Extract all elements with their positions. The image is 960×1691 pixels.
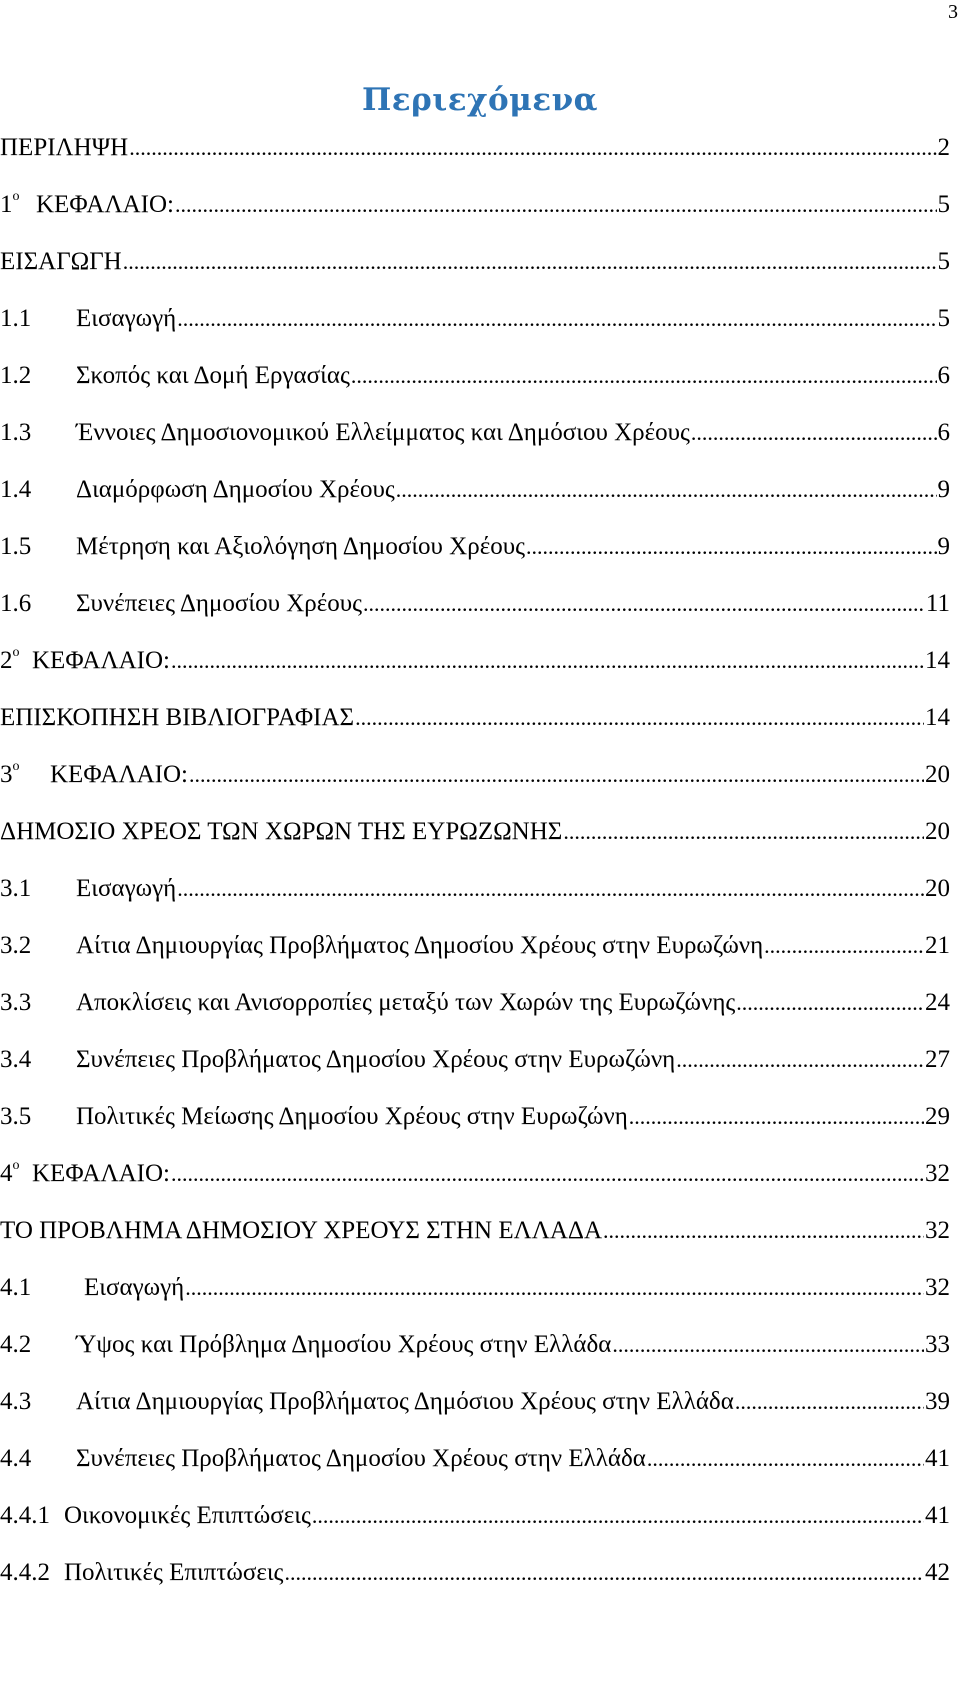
toc-entry-page: 2 (937, 134, 950, 161)
toc-entry-page: 21 (925, 932, 950, 959)
toc-entry-text: Αποκλίσεις και Ανισορροπίες μεταξύ των Χωρών της Ευρωζώνης (76, 989, 736, 1016)
toc-entry-page: 32 (925, 1160, 950, 1187)
page-number: 3 (948, 1, 958, 23)
toc-leader (676, 1042, 924, 1078)
toc-leader (629, 1099, 924, 1135)
toc-entry-text: ΕΙΣΑΓΩΓΗ (0, 248, 122, 275)
toc-entry[interactable] (0, 1498, 950, 1534)
toc-entry[interactable] (0, 814, 950, 850)
toc-entry-text: Σκοπός και Δομή Εργασίας (76, 362, 350, 389)
toc-entry-text: Συνέπειες Δημοσίου Χρέους (76, 590, 363, 617)
toc-entry-page: 33 (925, 1331, 950, 1358)
toc-entry-number: 3.3 (0, 989, 32, 1016)
toc-entry[interactable] (0, 1042, 950, 1078)
toc-leader (647, 1441, 924, 1477)
toc-entry[interactable] (0, 700, 950, 736)
toc-entry-text: Έννοιες Δημοσιονομικού Ελλείμματος και Δημόσιου Χρέους (76, 419, 690, 446)
toc-leader (612, 1327, 924, 1363)
toc-entry[interactable] (0, 472, 950, 508)
toc-leader (189, 757, 924, 793)
toc-entry-number: $3^o$ (0, 759, 20, 788)
toc-leader (736, 985, 924, 1021)
toc-entry-text: Εισαγωγή (76, 305, 177, 332)
toc-entry-text: ΕΠΙΣΚΟΠΗΣΗ ΒΙΒΛΙΟΓΡΑΦΙΑΣ (0, 704, 355, 731)
toc-entry-number: 3.4 (0, 1046, 32, 1073)
toc-leader (171, 1156, 924, 1192)
toc-leader (284, 1555, 924, 1591)
toc-entry-number: 1.4 (0, 476, 32, 503)
toc-leader (363, 586, 925, 622)
toc-entry[interactable] (0, 1555, 950, 1591)
toc-entry-page: 11 (925, 590, 950, 617)
toc-entry-page: 41 (925, 1502, 950, 1529)
toc-entry-number: $4^o$ (0, 1158, 20, 1187)
toc-entry[interactable] (0, 985, 950, 1021)
toc-entry[interactable] (0, 1384, 950, 1420)
toc-entry-text: ΚΕΦΑΛΑΙΟ: (32, 647, 170, 674)
toc-entry[interactable] (0, 301, 950, 337)
toc-entry[interactable] (0, 415, 950, 451)
toc-entry[interactable] (0, 928, 950, 964)
toc-entry-number: 4.4.1 (0, 1502, 50, 1529)
toc-entry-text: Συνέπειες Προβλήματος Δημοσίου Χρέους στην Ευρωζώνη (76, 1046, 676, 1073)
toc-entry[interactable] (0, 1213, 950, 1249)
toc-entry-page: 14 (925, 704, 950, 731)
toc-entry[interactable] (0, 1327, 950, 1363)
toc-entry-page: 32 (925, 1217, 950, 1244)
toc-entry-number: 1.2 (0, 362, 32, 389)
toc-entry-text: Εισαγωγή (76, 875, 177, 902)
toc-entry-number: 4.3 (0, 1388, 32, 1415)
toc-leader (129, 130, 936, 166)
toc-entry-page: 24 (925, 989, 950, 1016)
toc-entry[interactable] (0, 1156, 950, 1192)
toc-leader (396, 472, 937, 508)
toc-leader (177, 871, 924, 907)
toc-entry[interactable] (0, 187, 950, 223)
toc-entry-number: 4.2 (0, 1331, 32, 1358)
toc-leader (563, 814, 924, 850)
toc-entry-number: 1.3 (0, 419, 32, 446)
toc-entry-page: 32 (925, 1274, 950, 1301)
toc-entry-page: 6 (937, 419, 950, 446)
toc-entry-number: 4.1 (0, 1274, 32, 1301)
toc-entry[interactable] (0, 586, 950, 622)
toc-entry-number: 1.6 (0, 590, 32, 617)
toc-entry-page: 5 (937, 305, 950, 332)
toc-entry-text: Διαμόρφωση Δημοσίου Χρέους (76, 476, 395, 503)
toc-entry-page: 27 (925, 1046, 950, 1073)
toc-entry[interactable] (0, 1441, 950, 1477)
toc-entry-page: 6 (937, 362, 950, 389)
toc-entry-number: 3.1 (0, 875, 32, 902)
toc-entry-number: 4.4 (0, 1445, 32, 1472)
toc-entry-page: 20 (925, 761, 950, 788)
toc-entry-page: 29 (925, 1103, 950, 1130)
toc-leader (123, 244, 937, 280)
toc-entry-number: $2^o$ (0, 645, 20, 674)
toc-leader (177, 301, 936, 337)
toc-leader (312, 1498, 924, 1534)
toc-entry-page: 41 (925, 1445, 950, 1472)
toc-entry-text: ΔΗΜΟΣΙΟ ΧΡΕΟΣ ΤΩΝ ΧΩΡΩΝ ΤΗΣ ΕΥΡΩΖΩΝΗΣ (0, 818, 563, 845)
toc-entry-text: Οικονομικές Επιπτώσεις (64, 1502, 311, 1529)
toc-entry[interactable] (0, 757, 950, 793)
toc-leader (526, 529, 937, 565)
toc-entry[interactable] (0, 1099, 950, 1135)
toc-entry-text: Αίτια Δημιουργίας Προβλήματος Δημόσιου Χρέους στην Ελλάδα (76, 1388, 734, 1415)
toc-entry-text: ΤΟ ΠΡΟΒΛΗΜΑ ΔΗΜΟΣΙΟΥ ΧΡΕΟΥΣ ΣΤΗΝ ΕΛΛΑΔΑ (0, 1217, 603, 1244)
toc-leader (171, 643, 924, 679)
toc-entry-text: Πολιτικές Επιπτώσεις (64, 1559, 284, 1586)
toc-entry-page: 5 (937, 248, 950, 275)
toc-entry[interactable] (0, 643, 950, 679)
toc-entry-text: ΠΕΡΙΛΗΨΗ (0, 134, 129, 161)
toc-entry-number: 3.5 (0, 1103, 32, 1130)
toc-entry-page: 9 (937, 476, 950, 503)
toc-entry-number: 1.1 (0, 305, 32, 332)
toc-entry-page: 39 (925, 1388, 950, 1415)
toc-entry-page: 20 (925, 875, 950, 902)
toc-entry[interactable] (0, 1270, 950, 1306)
toc-leader (355, 700, 924, 736)
toc-entry-number: 4.4.2 (0, 1559, 50, 1586)
toc-entry-page: 42 (925, 1559, 950, 1586)
toc-entry-number: 1.5 (0, 533, 32, 560)
toc-entry-text: ΚΕΦΑΛΑΙΟ: (32, 1160, 170, 1187)
toc-entry-text: Ύψος και Πρόβλημα Δημοσίου Χρέους στην Ελλάδα (76, 1331, 612, 1358)
toc-entry-text: ΚΕΦΑΛΑΙΟ: (36, 191, 174, 218)
toc-entry-text: Συνέπειες Προβλήματος Δημοσίου Χρέους στην Ελλάδα (76, 1445, 646, 1472)
toc-entry[interactable] (0, 529, 950, 565)
toc-entry-text: Εισαγωγή (84, 1274, 185, 1301)
toc-entry-page: 5 (937, 191, 950, 218)
toc-leader (175, 187, 937, 223)
toc-leader (351, 358, 937, 394)
toc-entry-text: ΚΕΦΑΛΑΙΟ: (50, 761, 188, 788)
toc-entry[interactable] (0, 358, 950, 394)
toc-entry-text: Μέτρηση και Αξιολόγηση Δημοσίου Χρέους (76, 533, 525, 560)
toc-leader (185, 1270, 924, 1306)
toc-leader (603, 1213, 924, 1249)
toc-leader (735, 1384, 924, 1420)
toc-entry[interactable] (0, 871, 950, 907)
toc-entry-text: Πολιτικές Μείωσης Δημοσίου Χρέους στην Ευρωζώνη (76, 1103, 628, 1130)
toc-entry-number: 3.2 (0, 932, 32, 959)
toc-entry-page: 14 (925, 647, 950, 674)
toc-entry-page: 9 (937, 533, 950, 560)
toc-leader (764, 928, 924, 964)
page-title: Περιεχόμενα (361, 82, 599, 118)
toc-entry-page: 20 (925, 818, 950, 845)
toc-entry-number: $1^o$ (0, 189, 20, 218)
toc-entry[interactable] (0, 244, 950, 280)
toc-entry-text: Αίτια Δημιουργίας Προβλήματος Δημοσίου Χρέους στην Ευρωζώνη (76, 932, 764, 959)
toc-entry[interactable] (0, 130, 950, 166)
toc-leader (691, 415, 937, 451)
